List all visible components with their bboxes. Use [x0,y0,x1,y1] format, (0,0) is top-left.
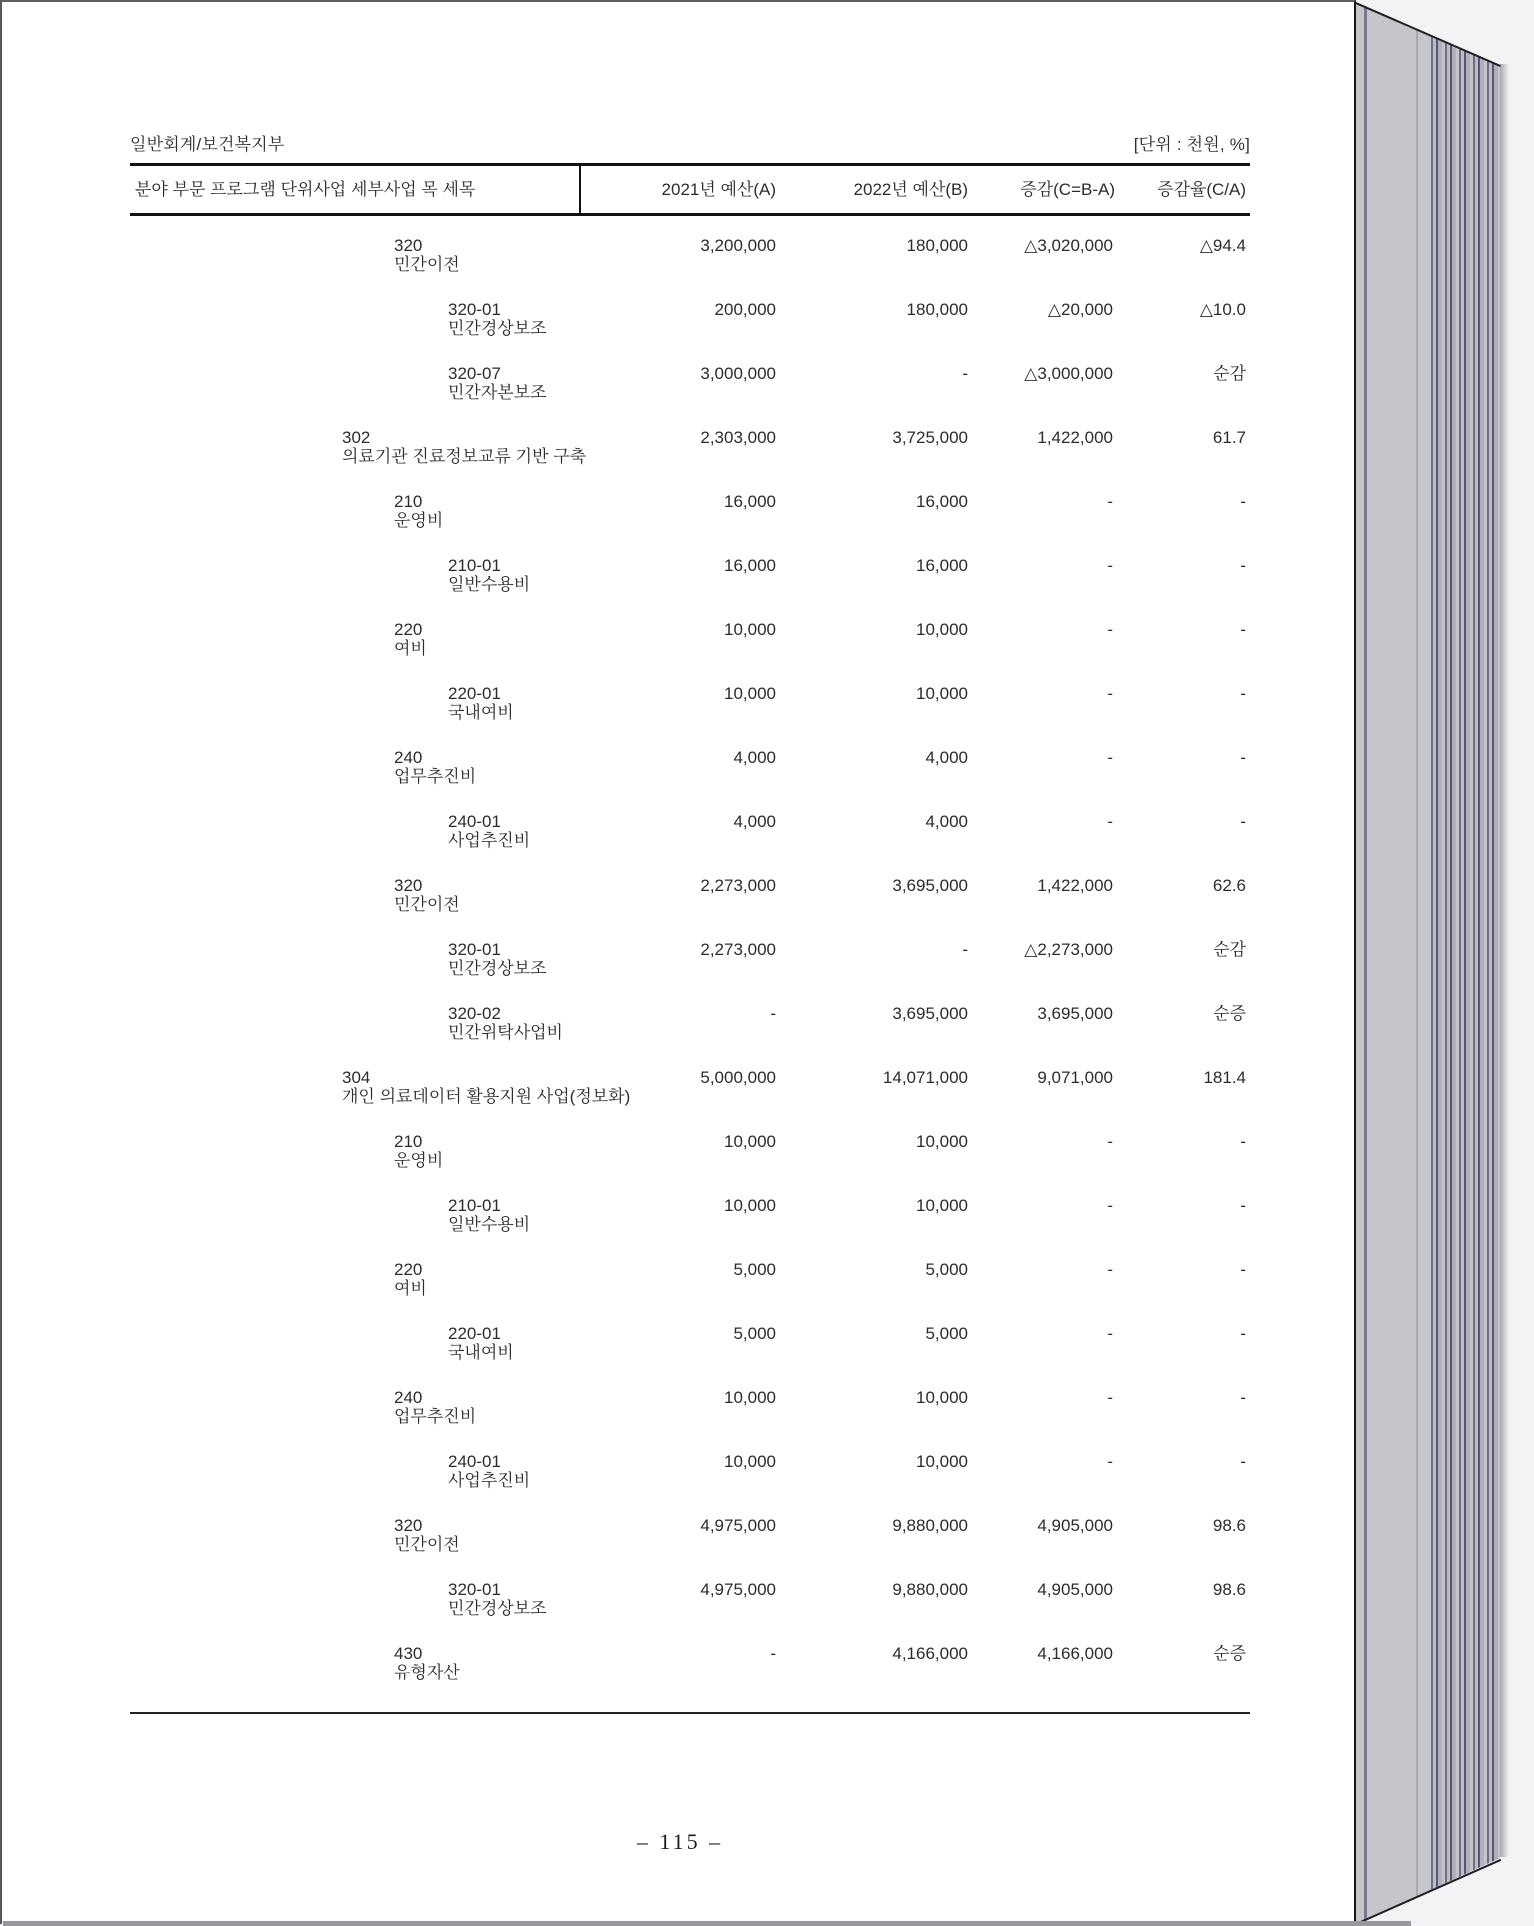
change-value: △20,000 [1047,300,1113,319]
change-rate-value: - [1240,812,1246,831]
budget-2021-value: 5,000 [733,1260,776,1279]
change-value: - [1107,812,1113,831]
table-bottom-rule [130,1712,1250,1714]
change-value: 1,422,000 [1037,876,1113,895]
table-row [130,364,1250,428]
change-value: - [1107,1132,1113,1151]
budget-2021-value: 2,303,000 [700,428,776,447]
budget-2021-value: 3,200,000 [700,236,776,255]
change-value: - [1107,1324,1113,1343]
change-value: - [1107,492,1113,511]
item-code: 240 [394,748,423,767]
budget-2021-value: 10,000 [724,620,776,639]
change-rate-value: - [1240,1452,1246,1471]
budget-2021-value: 5,000,000 [700,1068,776,1087]
item-name: 운영비 [394,511,444,530]
budget-2022-value: - [962,940,968,959]
item-code: 220 [394,620,423,639]
change-rate-value: - [1240,684,1246,703]
header-divider-line [579,166,581,213]
table-row [130,1132,1250,1196]
budget-table [130,163,1250,1714]
item-code: 320-01 [448,940,501,959]
budget-2021-value: 16,000 [724,492,776,511]
item-code: 320 [394,236,423,255]
page-edge-stripes [1428,2,1500,1924]
item-name: 업무추진비 [394,767,477,786]
change-rate-value: 98.6 [1212,1580,1246,1599]
budget-2022-value: 3,725,000 [892,428,968,447]
document-header [130,134,1250,156]
budget-2021-value: 10,000 [724,1132,776,1151]
table-row [130,1580,1250,1644]
budget-2022-value: 9,880,000 [892,1516,968,1535]
change-rate-value: - [1240,1132,1246,1151]
table-row [130,620,1250,684]
table-row [130,556,1250,620]
budget-2021-value: 4,975,000 [700,1516,776,1535]
table-row [130,300,1250,364]
col-header-budget-2021: 2021년 예산(A) [661,180,776,199]
budget-2022-value: 5,000 [925,1260,968,1279]
budget-2021-value: 200,000 [714,300,776,319]
table-row [130,1516,1250,1580]
change-rate-value: 181.4 [1203,1068,1246,1087]
budget-2022-value: 10,000 [916,1452,968,1471]
change-value: - [1107,748,1113,767]
change-value: - [1107,1260,1113,1279]
item-code: 240 [394,1388,423,1407]
budget-2021-value: 10,000 [724,684,776,703]
table-row [130,812,1250,876]
change-value: 4,905,000 [1037,1580,1113,1599]
stack-shadow [1500,64,1509,1857]
budget-2021-value: 3,000,000 [700,364,776,383]
change-value: 4,166,000 [1037,1644,1113,1663]
table-row [130,748,1250,812]
page-number: – 115 – [636,1829,724,1854]
change-rate-value: - [1240,556,1246,575]
item-name: 일반수용비 [448,1215,531,1234]
budget-2022-value: 180,000 [906,300,968,319]
item-name: 의료기관 진료정보교류 기반 구축 [342,447,587,466]
budget-2021-value: - [770,1004,776,1023]
table-body [130,216,1250,1712]
change-rate-value: 62.6 [1212,876,1246,895]
budget-2021-value: - [770,1644,776,1663]
table-header-row [130,163,1250,216]
item-name: 사업추진비 [448,831,531,850]
table-row [130,1324,1250,1388]
budget-2021-value: 16,000 [724,556,776,575]
item-name: 민간이전 [394,895,460,914]
item-code: 240-01 [448,812,501,831]
item-code: 210-01 [448,1196,501,1215]
item-name: 민간위탁사업비 [448,1023,563,1042]
budget-2021-value: 10,000 [724,1452,776,1471]
item-name: 업무추진비 [394,1407,477,1426]
change-value: 4,905,000 [1037,1516,1113,1535]
table-row [130,1644,1250,1708]
item-name: 여비 [394,1279,427,1298]
budget-2021-value: 4,000 [733,812,776,831]
budget-2022-value: 180,000 [906,236,968,255]
item-name: 운영비 [394,1151,444,1170]
budget-2022-value: 10,000 [916,1196,968,1215]
table-row [130,236,1250,300]
item-code: 210-01 [448,556,501,575]
item-code: 320-01 [448,300,501,319]
change-rate-value: 98.6 [1212,1516,1246,1535]
budget-2022-value: 4,000 [925,748,968,767]
item-code: 320-02 [448,1004,501,1023]
change-value: △3,020,000 [1024,236,1113,255]
budget-2022-value: 10,000 [916,1388,968,1407]
budget-2022-value: 10,000 [916,620,968,639]
change-value: △2,273,000 [1024,940,1113,959]
col-header-budget-2022: 2022년 예산(B) [853,180,968,199]
budget-2021-value: 5,000 [733,1324,776,1343]
item-name: 국내여비 [448,1343,514,1362]
table-row [130,492,1250,556]
page-edge-line [1364,2,1367,1924]
budget-2022-value: 16,000 [916,556,968,575]
item-name: 유형자산 [394,1663,460,1682]
col-header-change: 증감(C=B-A) [1020,180,1115,199]
item-code: 320-07 [448,364,501,383]
table-row [130,1388,1250,1452]
col-header-item: 분야 부문 프로그램 단위사업 세부사업 목 세목 [135,180,476,199]
budget-2021-value: 10,000 [724,1196,776,1215]
item-name: 사업추진비 [448,1471,531,1490]
item-name: 개인 의료데이터 활용지원 사업(정보화) [342,1087,631,1106]
budget-2022-value: 5,000 [925,1324,968,1343]
change-value: △3,000,000 [1024,364,1113,383]
budget-2022-value: 3,695,000 [892,1004,968,1023]
unit-note: [단위 : 천원, %] [1133,135,1250,154]
budget-2022-value: 14,071,000 [882,1068,968,1087]
budget-2022-value: - [962,364,968,383]
table-row [130,1452,1250,1516]
page-edge-line [1416,2,1418,1924]
change-rate-value: 순감 [1213,940,1246,959]
change-rate-value: - [1240,1324,1246,1343]
change-rate-value: 61.7 [1212,428,1246,447]
change-rate-value: 순증 [1213,1004,1246,1023]
item-name: 민간경상보조 [448,1599,547,1618]
budget-2021-value: 2,273,000 [700,876,776,895]
budget-2021-value: 4,975,000 [700,1580,776,1599]
budget-2022-value: 3,695,000 [892,876,968,895]
change-value: - [1107,620,1113,639]
change-rate-value: △10.0 [1199,300,1246,319]
item-code: 220-01 [448,684,501,703]
change-rate-value: - [1240,620,1246,639]
item-code: 210 [394,1132,423,1151]
item-name: 민간경상보조 [448,959,547,978]
change-value: - [1107,684,1113,703]
item-code: 320 [394,1516,423,1535]
book-page-stack [1356,2,1500,1924]
page-shadow [3,1921,1411,1926]
change-rate-value: - [1240,748,1246,767]
account-ministry-title: 일반회계/보건복지부 [130,135,285,154]
change-rate-value: 순감 [1213,364,1246,383]
budget-2022-value: 4,000 [925,812,968,831]
budget-2022-value: 16,000 [916,492,968,511]
item-name: 민간이전 [394,255,460,274]
change-value: 3,695,000 [1037,1004,1113,1023]
item-code: 430 [394,1644,423,1663]
table-row [130,1068,1250,1132]
table-row [130,428,1250,492]
change-rate-value: △94.4 [1199,236,1246,255]
table-row [130,876,1250,940]
item-code: 210 [394,492,423,511]
budget-2021-value: 2,273,000 [700,940,776,959]
budget-2022-value: 10,000 [916,1132,968,1151]
table-row [130,940,1250,1004]
change-rate-value: - [1240,1388,1246,1407]
change-rate-value: 순증 [1213,1644,1246,1663]
item-name: 민간자본보조 [448,383,547,402]
item-name: 국내여비 [448,703,514,722]
budget-2022-value: 10,000 [916,684,968,703]
table-row [130,1196,1250,1260]
change-value: - [1107,556,1113,575]
change-rate-value: - [1240,492,1246,511]
item-code: 240-01 [448,1452,501,1471]
col-header-change-rate: 증감율(C/A) [1157,180,1246,199]
item-code: 302 [342,428,371,447]
change-value: - [1107,1196,1113,1215]
item-code: 320 [394,876,423,895]
change-rate-value: - [1240,1196,1246,1215]
item-name: 일반수용비 [448,575,531,594]
table-row [130,1004,1250,1068]
item-code: 320-01 [448,1580,501,1599]
item-code: 220 [394,1260,423,1279]
table-row [130,1260,1250,1324]
item-name: 여비 [394,639,427,658]
change-value: - [1107,1452,1113,1471]
budget-2022-value: 4,166,000 [892,1644,968,1663]
item-code: 304 [342,1068,371,1087]
item-code: 220-01 [448,1324,501,1343]
change-value: - [1107,1388,1113,1407]
table-row [130,684,1250,748]
item-name: 민간경상보조 [448,319,547,338]
change-value: 1,422,000 [1037,428,1113,447]
budget-2022-value: 9,880,000 [892,1580,968,1599]
budget-2021-value: 10,000 [724,1388,776,1407]
budget-2021-value: 4,000 [733,748,776,767]
change-rate-value: - [1240,1260,1246,1279]
change-value: 9,071,000 [1037,1068,1113,1087]
item-name: 민간이전 [394,1535,460,1554]
